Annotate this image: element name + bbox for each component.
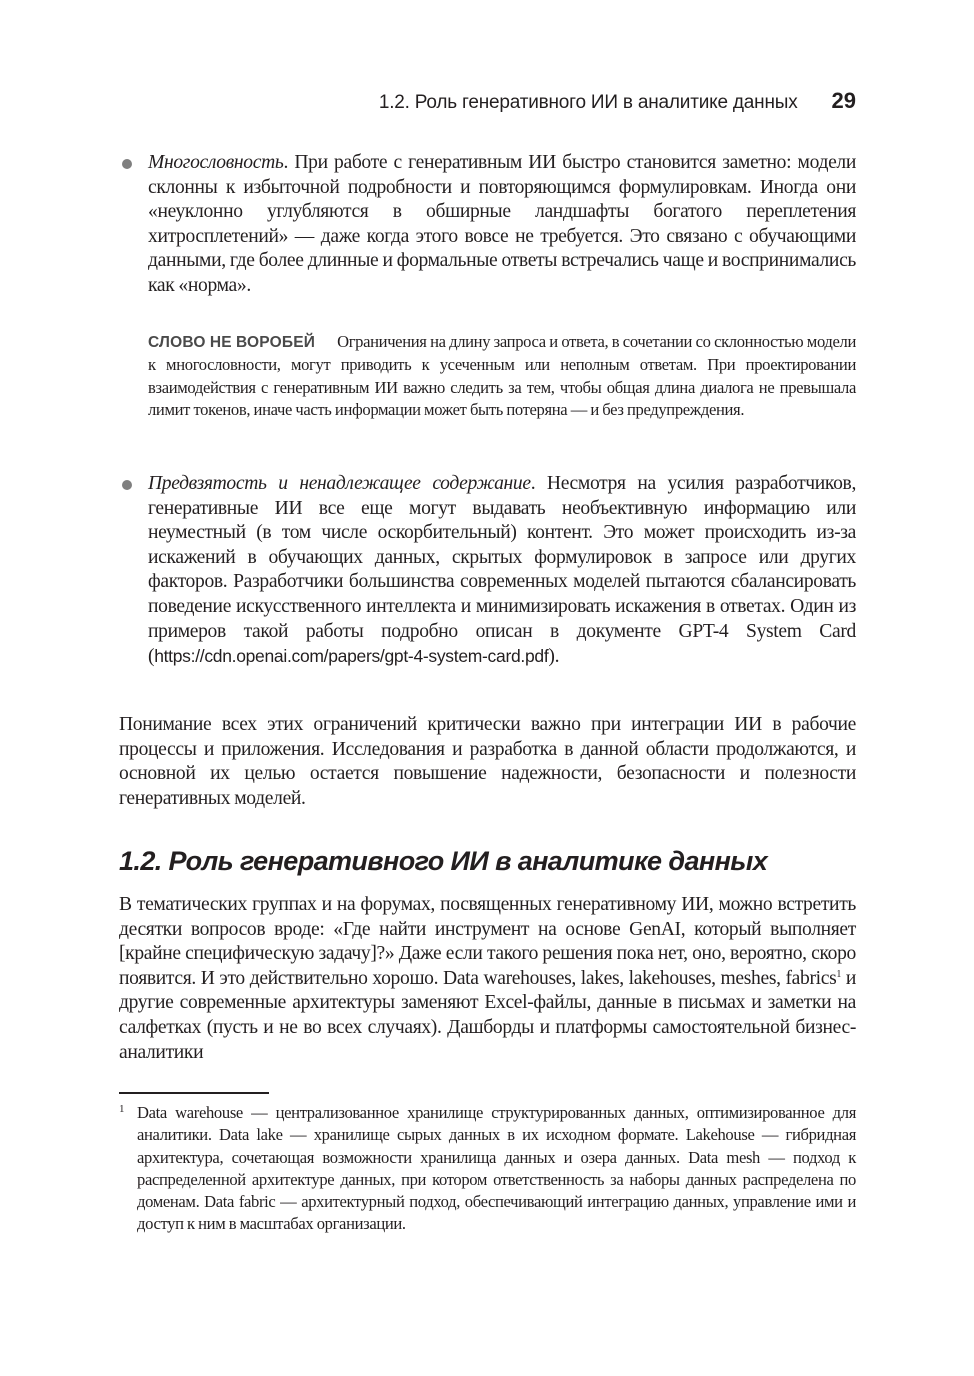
paragraph-text: В тематических группах и на форумах, посвященных генеративному ИИ, можно встретить десятки вопросов вроде: «Где найти инструмент на основе GenAI, который выполняет [крайне специфическую задачу]?» Даже если такого решения пока нет, оно, вероятно, скоро появится. И это действительно хорошо. Data warehouses, lakes, lakehouses, meshes, fabrics bbox=[119, 894, 856, 989]
bullet-icon bbox=[122, 159, 132, 169]
section-paragraph bbox=[119, 893, 856, 1065]
bullet-tail: ). bbox=[548, 646, 560, 668]
bullet-item-bias bbox=[148, 472, 856, 670]
note-text: Ограничения на длину запроса и ответа, в сочетании со склонностью модели к многословности, могут приводить к усеченным или неполным ответам. При проектировании взаимодействия с генеративным ИИ важно следить за тем, чтобы общая длина диалога не превышала лимит токенов, иначе часть информации может быть потеряна — и без предупреждения. bbox=[148, 332, 856, 420]
section-heading: 1.2. Роль генеративного ИИ в аналитике данных bbox=[119, 846, 768, 876]
footnote-text: Data warehouse — централизованное хранилище структурированных данных, оптимизированное для аналитики. Data lake — хранилище сырых данных в их исходном формате. Lakehouse — гибридная архитектура, сочетающая возможности хранилища данных и озера данных. Data mesh — подход к распределенной архитектуре данных, при котором ответственность за наборы данных распределена по доменам. Data fabric — архитектурный подход, обеспечивающий интеграцию данных, управление ими и доступ к ним в масштабах организации. bbox=[137, 1103, 856, 1234]
callout-note bbox=[148, 331, 856, 422]
bullet-icon bbox=[122, 480, 132, 490]
page-number: 29 bbox=[831, 88, 856, 113]
paragraph-summary: Понимание всех этих ограничений критически важно при интеграции ИИ в рабочие процессы и приложения. Исследования и разработка в данной области продолжаются, и основной их целью остается повышение надежности, безопасности и полезности генеративных моделей. bbox=[119, 714, 856, 809]
footnote bbox=[119, 1102, 856, 1236]
bullet-text: . Несмотря на усилия разработчиков, генеративные ИИ все еще могут выдавать необъективную информацию или неуместный (в том числе оскорбительный) контент. Это может происходить из-за искажений в обучающих данных, скрытых формулировок в запросе или других факторов. Разработчики большинства современных моделей пытаются сбалансировать поведение искусственного интеллекта и минимизировать искажения в ответах. Один из примеров такой работы подробно описан в документе GPT-4 System Card ( bbox=[148, 473, 856, 668]
paragraph-text-continued: и другие современные архитектуры заменяют Excel-файлы, данные в письмах и заметки на салфетках (пусть и не во всех случаях). Дашборды и платформы самостоятельной бизнес-аналитики bbox=[119, 967, 856, 1063]
bullet-text: . При работе с генеративным ИИ быстро становится заметно: модели склонны к избыточной подробности и повторяющимся формулировкам. Иногда они «неуклонно углубляются в обширные ландшафты богатого переплетения хитросплетений» — даже когда этого вовсе не требуется. Это связано с обучающими данными, где более длинные и формальные ответы встречались чаще и воспринимались как «норма». bbox=[148, 152, 856, 296]
footnote-mark: 1 bbox=[119, 1103, 125, 1115]
bullet-term: Многословность bbox=[148, 152, 284, 173]
bullet-term: Предвзятость и ненадлежащее содержание bbox=[148, 473, 531, 494]
note-label: СЛОВО НЕ ВОРОБЕЙ bbox=[148, 334, 316, 351]
footnote-reference[interactable]: 1 bbox=[836, 968, 842, 980]
running-head bbox=[0, 88, 856, 114]
running-head-title: 1.2. Роль генеративного ИИ в аналитике данных bbox=[378, 92, 798, 113]
bullet-item-verbosity bbox=[148, 151, 856, 299]
footnote-divider bbox=[119, 1092, 269, 1094]
link-gpt4-system-card[interactable]: https://cdn.openai.com/papers/gpt-4-system-card.pdf bbox=[154, 646, 549, 667]
